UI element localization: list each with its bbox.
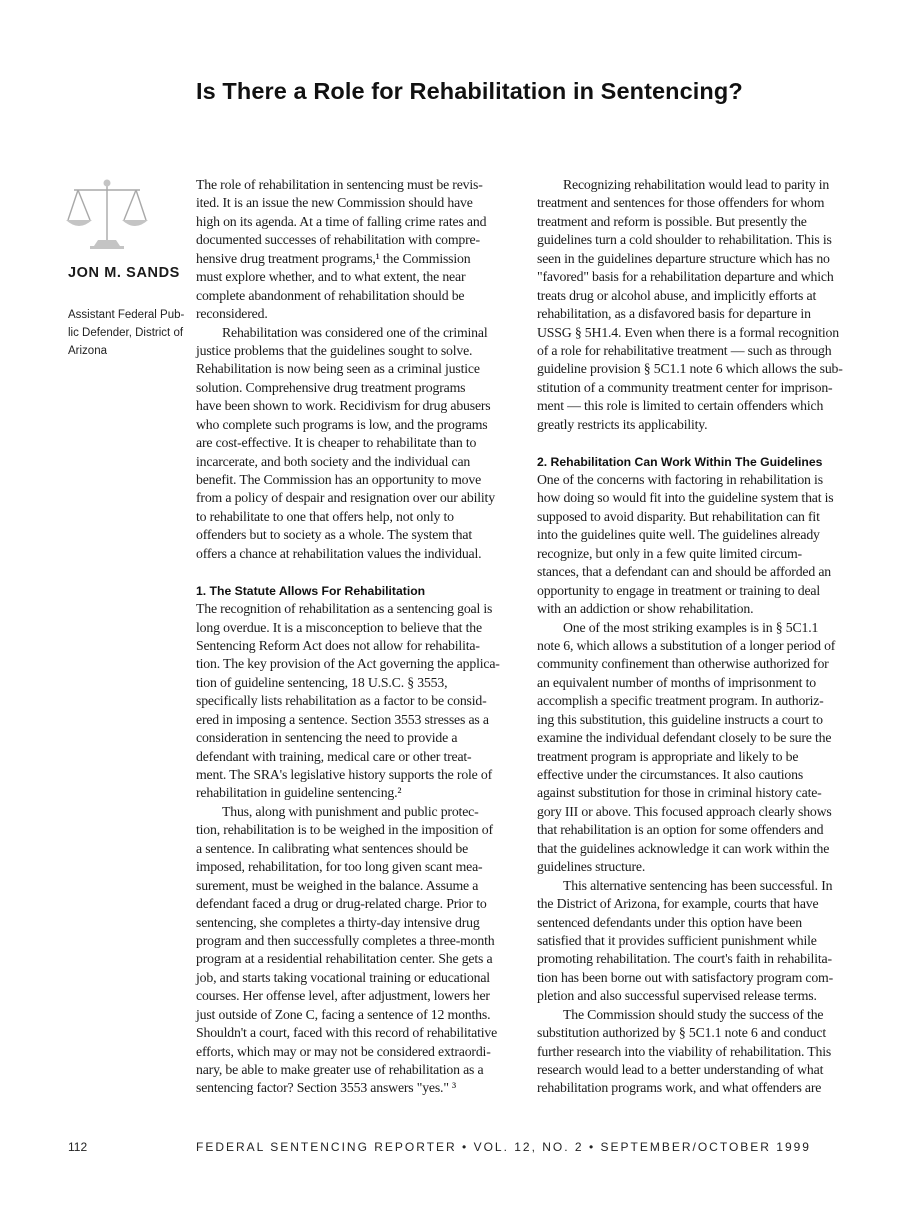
text-line: tion has been borne out with satisfactory program com- xyxy=(537,969,834,985)
text-line: The Commission should study the success of the xyxy=(563,1006,824,1022)
text-line: ment. The SRA's legislative history supports the role of xyxy=(196,767,493,782)
text-line: treatment and sentences for those offenders for whom xyxy=(537,195,825,211)
text-line: satisfied that it provides sufficient punishment while xyxy=(537,932,817,948)
text-line: rehabilitation in guideline sentencing.² xyxy=(196,785,402,801)
text-line: greatly restricts its applicability. xyxy=(537,416,708,432)
text-line: solution. Comprehensive drug treatment programs xyxy=(196,379,466,395)
text-line: imposed, rehabilitation, for too long given scant mea- xyxy=(196,859,483,875)
text-line: "favored" basis for a rehabilitation departure and which xyxy=(537,269,834,285)
section-heading: 1. The Statute Allows For Rehabilitation xyxy=(196,583,426,598)
text-line: courses. Her offense level, after adjustment, lowers her xyxy=(196,988,490,1004)
text-line: effective under the circumstances. It also cautions xyxy=(537,767,804,782)
text-line: tion of guideline sentencing, 18 U.S.C. § 3553, xyxy=(196,674,448,690)
text-line: who complete such programs is low, and the programs xyxy=(196,416,488,432)
paragraph-gap xyxy=(537,434,857,452)
affiliation-line: lic Defender, District of xyxy=(68,327,184,339)
text-line: guidelines structure. xyxy=(537,859,646,875)
text-line: tion. The key provision of the Act governing the applica- xyxy=(196,656,500,672)
text-line: surement, must be weighed in the balance. Assume a xyxy=(196,877,479,893)
text-line: are cost-effective. It is cheaper to rehabilitate than to xyxy=(196,435,477,451)
text-line: incarcerate, and both society and the individual can xyxy=(196,453,471,469)
text-line: Sentencing Reform Act does not allow for rehabilita- xyxy=(196,637,480,653)
text-line: hensive drug treatment programs,¹ the Commission xyxy=(196,250,471,266)
text-line: ing this substitution, this guideline instructs a court to xyxy=(537,711,823,727)
author-affiliation xyxy=(68,306,188,360)
text-line: complete abandonment of rehabilitation should be xyxy=(196,287,465,303)
text-line: substitution authorized by § 5C1.1 note 6 and conduct xyxy=(537,1025,826,1041)
text-line: program at a residential rehabilitation center. She gets a xyxy=(196,951,493,967)
text-line: rehabilitation programs work, and what offenders are xyxy=(537,1080,822,1096)
text-line: The role of rehabilitation in sentencing must be revis- xyxy=(196,177,483,192)
text-line: just outside of Zone C, facing a sentence of 12 months. xyxy=(196,1006,491,1022)
text-line: with an addiction or show rehabilitation. xyxy=(537,601,754,617)
text-line: This alternative sentencing has been successful. In xyxy=(563,877,833,893)
text-line: supposed to avoid disparity. But rehabilitation can fit xyxy=(537,508,820,524)
article-column-right xyxy=(537,176,857,1098)
text-line: specifically lists rehabilitation as a factor to be consid- xyxy=(196,693,487,709)
text-line: Shouldn't a court, faced with this record of rehabilitative xyxy=(196,1025,498,1041)
text-line: long overdue. It is a misconception to believe that the xyxy=(196,619,482,635)
text-line: of a role for rehabilitative treatment — such as through xyxy=(537,342,832,358)
text-line: tion, rehabilitation is to be weighed in the imposition of xyxy=(196,822,493,838)
affiliation-line: Assistant Federal Pub- xyxy=(68,309,185,321)
text-line: reconsidered. xyxy=(196,306,268,322)
text-line: how doing so would fit into the guideline system that is xyxy=(537,490,834,506)
text-line: research would lead to a better understanding of what xyxy=(537,1062,824,1077)
text-line: that the guidelines acknowledge it can work within the xyxy=(537,840,830,856)
text-line: opportunity to engage in treatment or training to deal xyxy=(537,582,820,598)
text-line: USSG § 5H1.4. Even when there is a formal recognition xyxy=(537,324,839,340)
text-line: The recognition of rehabilitation as a sentencing goal is xyxy=(196,601,493,617)
text-line: justice problems that the guidelines sought to solve. xyxy=(196,342,473,358)
page-number: 112 xyxy=(68,1140,88,1154)
text-line: high on its agenda. At a time of falling crime rates and xyxy=(196,213,487,229)
text-line: Thus, along with punishment and public protec- xyxy=(222,803,479,819)
text-line: treats drug or alcohol abuse, and implicitly efforts at xyxy=(537,287,817,303)
text-line: sentencing factor? Section 3553 answers "yes." ³ xyxy=(196,1080,457,1096)
text-line: accomplish a specific treatment program. In authoriz- xyxy=(537,693,824,709)
text-line: gory III or above. This focused approach clearly shows xyxy=(537,803,832,819)
text-line: stances, that a defendant can and should be afforded an xyxy=(537,564,832,580)
text-line: to rehabilitate to one that offers help, not only to xyxy=(196,508,454,524)
text-line: into the guidelines quite well. The guidelines already xyxy=(537,527,820,543)
text-line: guideline provision § 5C1.1 note 6 which allows the sub- xyxy=(537,361,843,377)
text-line: nary, be able to make greater use of rehabilitation as a xyxy=(196,1062,484,1077)
text-line: from a policy of despair and resignation over our ability xyxy=(196,490,495,506)
text-line: efforts, which may or may not be considered extraordi- xyxy=(196,1043,491,1059)
text-line: promoting rehabilitation. The court's faith in rehabilita- xyxy=(537,951,832,967)
text-line: a sentence. In calibrating what sentences should be xyxy=(196,840,469,856)
text-line: defendant faced a drug or drug-related charge. Prior to xyxy=(196,896,487,912)
text-line: job, and starts taking vocational training or educational xyxy=(196,969,490,985)
text-line: Rehabilitation is now being seen as a criminal justice xyxy=(196,361,480,377)
text-line: have been shown to work. Recidivism for drug abusers xyxy=(196,398,491,414)
text-line: note 6, which allows a substitution of a longer period of xyxy=(537,637,836,653)
text-line: rehabilitation, as a disfavored basis for departure in xyxy=(537,306,811,322)
text-line: ment — this role is limited to certain offenders which xyxy=(537,398,824,414)
text-line: the District of Arizona, for example, courts that have xyxy=(537,896,819,912)
article-title: Is There a Role for Rehabilitation in Sentencing? xyxy=(196,78,743,104)
section-heading: 2. Rehabilitation Can Work Within The Guidelines xyxy=(537,454,823,469)
text-line: One of the concerns with factoring in rehabilitation is xyxy=(537,472,823,487)
text-line: offers a chance at rehabilitation values the individual. xyxy=(196,545,482,561)
text-line: treatment and reform is possible. But presently the xyxy=(537,213,807,229)
text-line: an equivalent number of months of imprisonment to xyxy=(537,674,816,690)
paragraph-gap xyxy=(196,563,518,581)
text-line: program and then successfully completes a three-month xyxy=(196,932,495,948)
text-line: sentenced defendants under this option have been xyxy=(537,914,802,930)
text-line: ered in imposing a sentence. Section 3553 stresses as a xyxy=(196,711,489,727)
article-column-left xyxy=(196,176,518,1098)
journal-footer: FEDERAL SENTENCING REPORTER • VOL. 12, NO. 2 • SEPTEMBER/OCTOBER 1999 xyxy=(196,1140,811,1154)
affiliation-line: Arizona xyxy=(68,345,107,357)
text-line: that rehabilitation is an option for some offenders and xyxy=(537,822,824,838)
text-line: Recognizing rehabilitation would lead to parity in xyxy=(563,177,830,192)
text-line: offenders but to society as a whole. The system that xyxy=(196,527,472,543)
text-line: sentencing, she completes a thirty-day intensive drug xyxy=(196,914,480,930)
text-line: documented successes of rehabilitation with compre- xyxy=(196,232,480,248)
text-line: against substitution for those in criminal history cate- xyxy=(537,785,822,801)
text-line: examine the individual defendant closely to be sure the xyxy=(537,730,832,746)
scales-of-justice-icon xyxy=(64,178,150,250)
text-line: One of the most striking examples is in § 5C1.1 xyxy=(563,619,819,635)
text-line: benefit. The Commission has an opportunity to move xyxy=(196,472,482,487)
text-line: treatment program is appropriate and likely to be xyxy=(537,748,799,764)
author-name: JON M. SANDS xyxy=(68,265,180,281)
text-line: consideration in sentencing the need to provide a xyxy=(196,730,458,746)
text-line: recognize, but only in a few quite limited circum- xyxy=(537,545,802,561)
text-line: further research into the viability of rehabilitation. This xyxy=(537,1043,832,1059)
text-line: ited. It is an issue the new Commission should have xyxy=(196,195,473,211)
text-line: must explore whether, and to what extent, the near xyxy=(196,269,466,285)
text-line: guidelines turn a cold shoulder to rehabilitation. This is xyxy=(537,232,832,248)
text-line: defendant with training, medical care or other treat- xyxy=(196,748,472,764)
text-line: Rehabilitation was considered one of the criminal xyxy=(222,324,488,340)
text-line: pletion and also successful supervised release terms. xyxy=(537,988,817,1004)
text-line: stitution of a community treatment center for imprison- xyxy=(537,379,833,395)
text-line: seen in the guidelines departure structure which has no xyxy=(537,250,830,266)
text-line: community confinement than otherwise authorized for xyxy=(537,656,829,672)
